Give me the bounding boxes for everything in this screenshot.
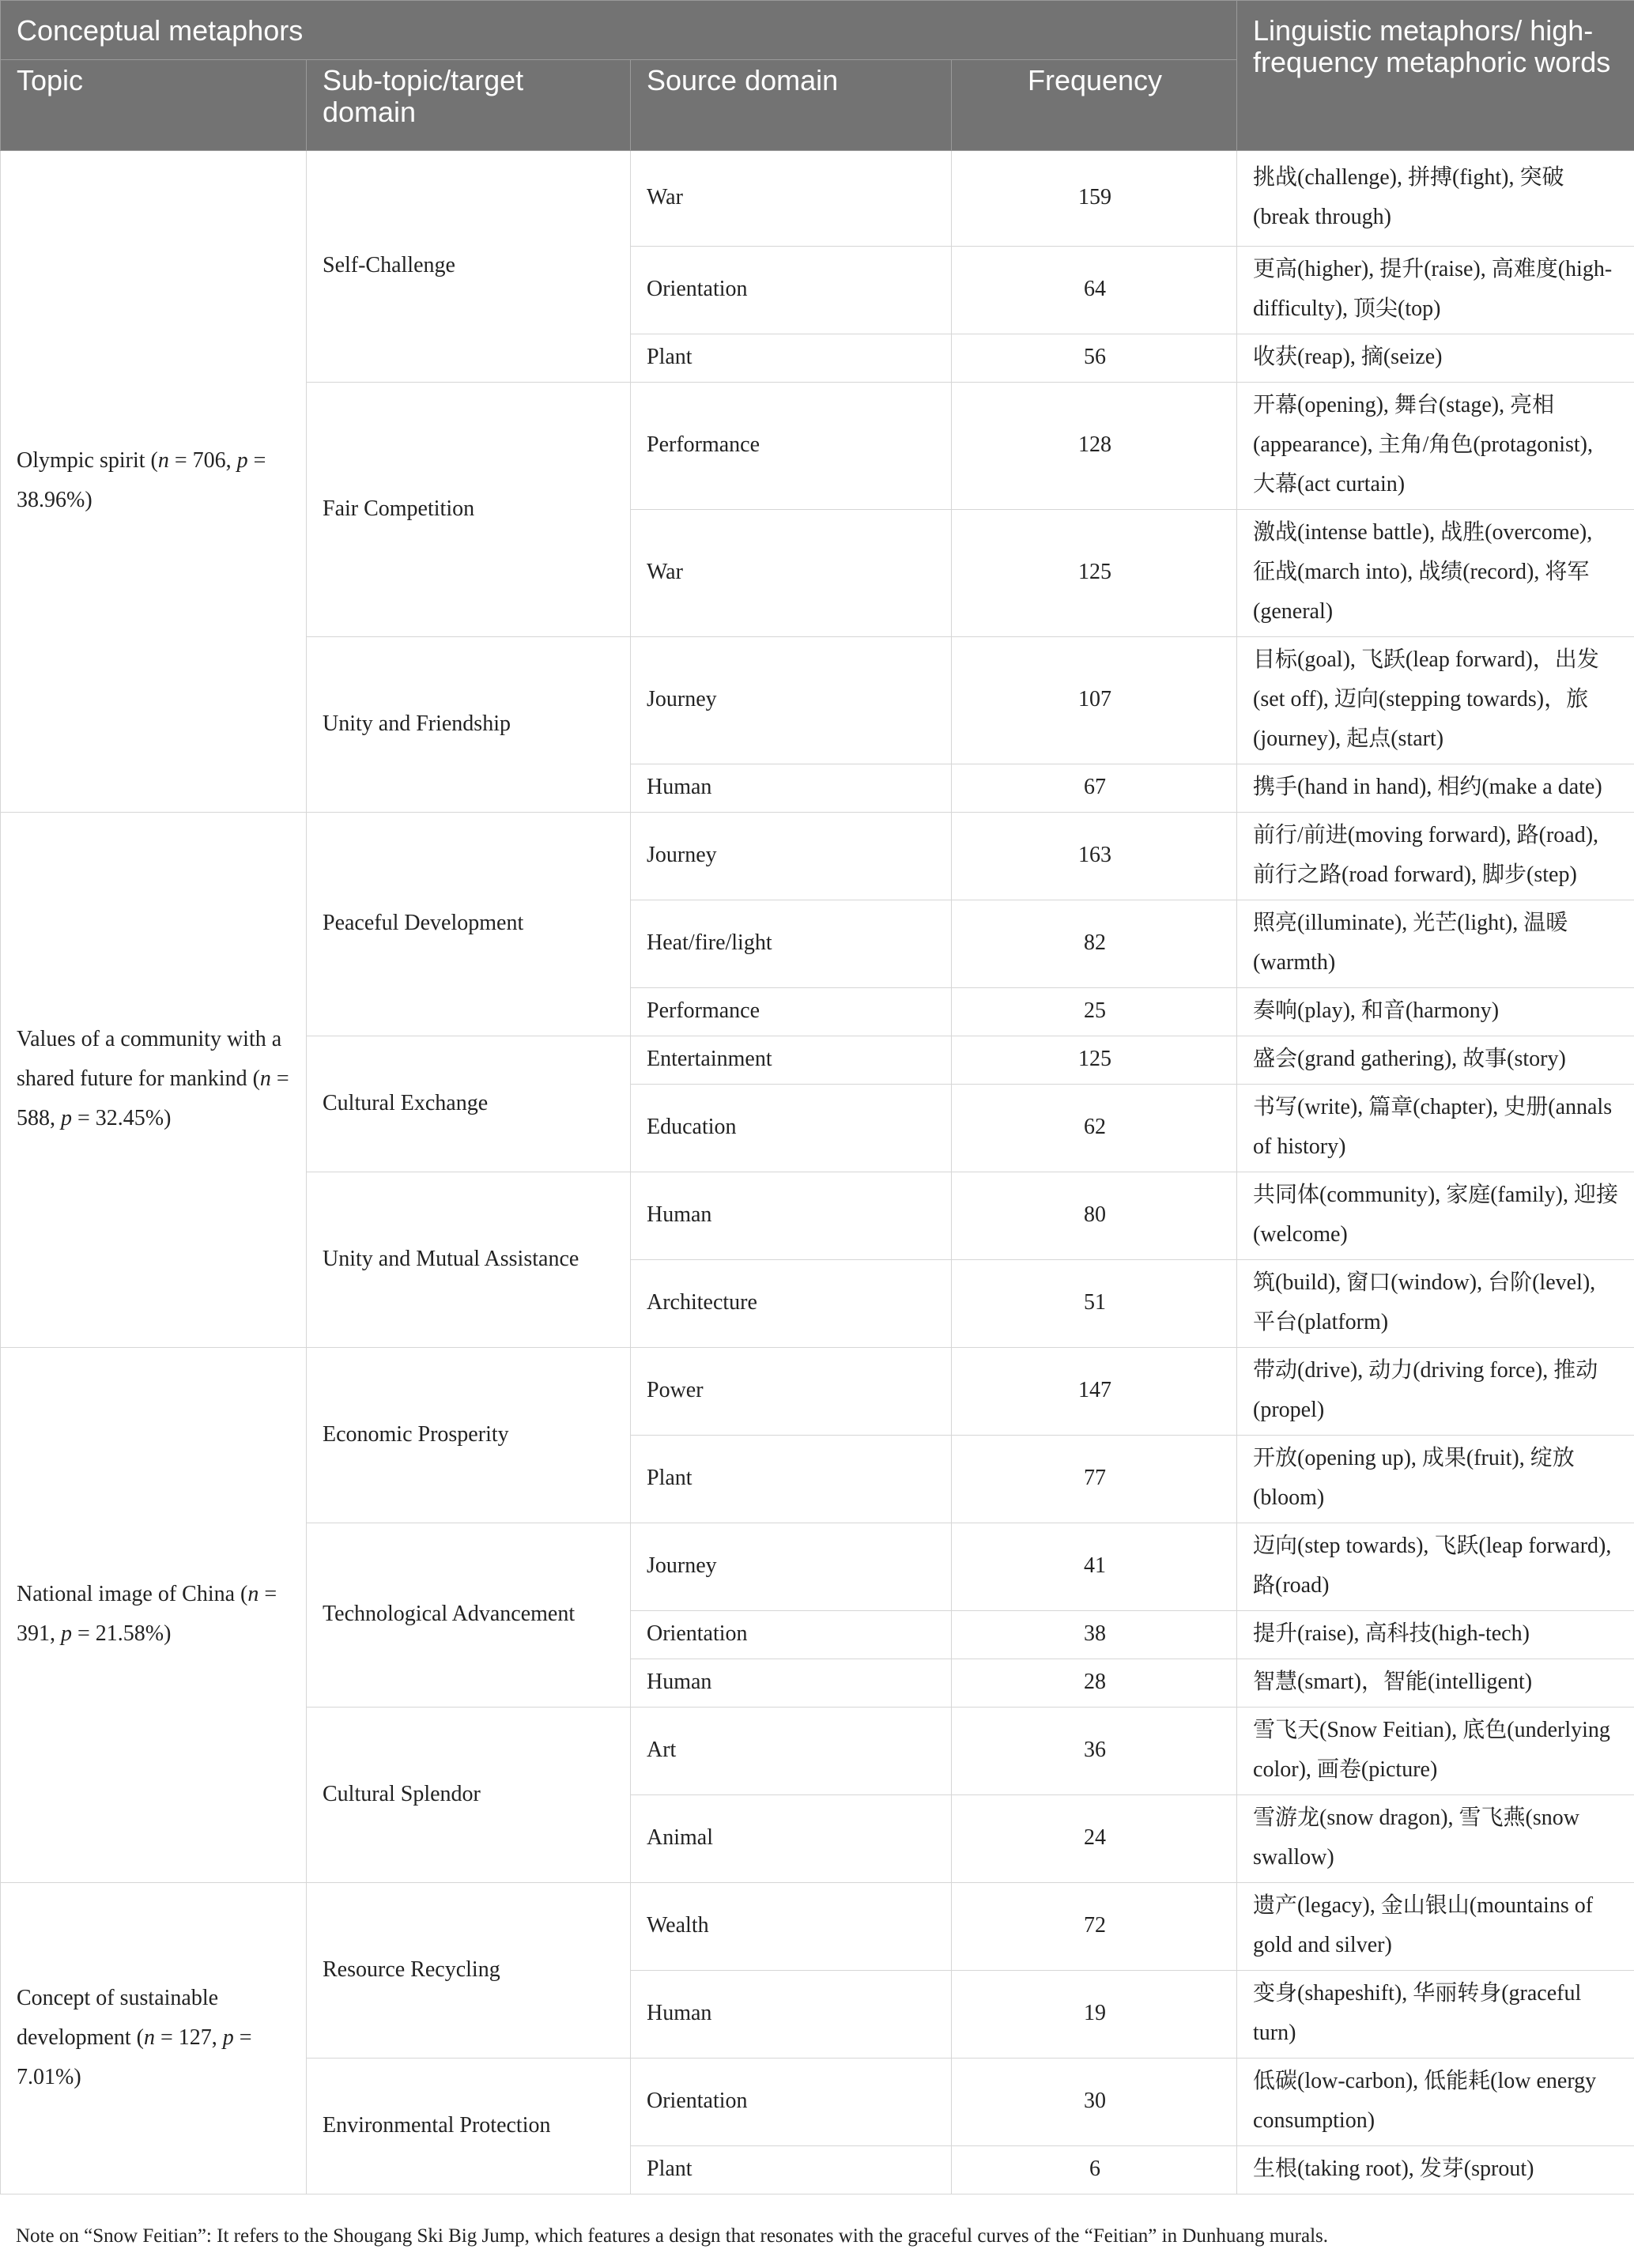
topic-stat-symbol: n <box>157 448 169 473</box>
metaphoric-words-cell: 变身(shapeshift), 华丽转身(graceful turn) <box>1237 1971 1634 2059</box>
frequency-cell: 19 <box>952 1971 1237 2059</box>
frequency-cell: 77 <box>952 1436 1237 1523</box>
metaphoric-words-cell: 目标(goal), 飞跃(leap forward)，出发(set off), 迈向(stepping towards)，旅(journey), 起点(start) <box>1237 637 1634 764</box>
frequency-cell: 64 <box>952 247 1237 334</box>
metaphoric-words-cell: 开放(opening up), 成果(fruit), 绽放(bloom) <box>1237 1436 1634 1523</box>
metaphoric-words-cell: 雪游龙(snow dragon), 雪飞燕(snow swallow) <box>1237 1795 1634 1883</box>
metaphoric-words-cell: 共同体(community), 家庭(family), 迎接(welcome) <box>1237 1172 1634 1260</box>
metaphoric-words-cell: 遗产(legacy), 金山银山(mountains of gold and silver) <box>1237 1883 1634 1971</box>
subtopic-cell: Environmental Protection <box>307 2059 631 2194</box>
frequency-cell: 125 <box>952 510 1237 637</box>
source-domain-cell: Journey <box>631 1523 952 1611</box>
table-row <box>1 1883 1634 1971</box>
table-row <box>1 1348 1634 1436</box>
subtopic-cell: Peaceful Development <box>307 813 631 1036</box>
topic-stat-symbol: p <box>61 1106 72 1130</box>
frequency-cell: 51 <box>952 1260 1237 1348</box>
table-row <box>1 813 1634 900</box>
frequency-cell: 62 <box>952 1085 1237 1172</box>
subtopic-cell: Self-Challenge <box>307 151 631 383</box>
topic-stat-symbol: p <box>61 1621 72 1646</box>
frequency-cell: 107 <box>952 637 1237 764</box>
source-domain-cell: Orientation <box>631 1611 952 1659</box>
source-domain-cell: Education <box>631 1085 952 1172</box>
frequency-cell: 159 <box>952 151 1237 247</box>
source-domain-cell: Entertainment <box>631 1036 952 1085</box>
metaphoric-words-cell: 雪飞天(Snow Feitian), 底色(underlying color), 画卷(picture) <box>1237 1708 1634 1795</box>
frequency-cell: 147 <box>952 1348 1237 1436</box>
metaphoric-words-cell: 生根(taking root), 发芽(sprout) <box>1237 2146 1634 2194</box>
source-domain-cell: Plant <box>631 334 952 383</box>
subtopic-cell: Fair Competition <box>307 383 631 637</box>
subtopic-cell: Technological Advancement <box>307 1523 631 1708</box>
header-topic: Topic <box>1 60 307 151</box>
frequency-cell: 24 <box>952 1795 1237 1883</box>
topic-label-part: = 32.45%) <box>72 1106 172 1130</box>
source-domain-cell: Human <box>631 1971 952 2059</box>
metaphoric-words-cell: 更高(higher), 提升(raise), 高难度(high-difficulty), 顶尖(top) <box>1237 247 1634 334</box>
topic-stat-symbol: p <box>236 448 248 473</box>
frequency-cell: 125 <box>952 1036 1237 1085</box>
metaphoric-words-cell: 迈向(step towards), 飞跃(leap forward), 路(road) <box>1237 1523 1634 1611</box>
table-note: Note on “Snow Feitian”: It refers to the Shougang Ski Big Jump, which features a design that resonates with the graceful curves of the “Feitian” in Dunhuang murals. <box>16 2225 1329 2247</box>
table-row <box>1 151 1634 247</box>
metaphoric-words-cell: 筑(build), 窗口(window), 台阶(level), 平台(platform) <box>1237 1260 1634 1348</box>
metaphoric-words-cell: 挑战(challenge), 拼搏(fight), 突破(break through) <box>1237 151 1634 247</box>
metaphoric-words-cell: 激战(intense battle), 战胜(overcome), 征战(march into), 战绩(record), 将军(general) <box>1237 510 1634 637</box>
source-domain-cell: Plant <box>631 1436 952 1523</box>
header-source-domain: Source domain <box>631 60 952 151</box>
table-body <box>1 151 1634 2194</box>
metaphoric-words-cell: 开幕(opening), 舞台(stage), 亮相(appearance), 主角/角色(protagonist), 大幕(act curtain) <box>1237 383 1634 510</box>
metaphoric-words-cell: 携手(hand in hand), 相约(make a date) <box>1237 764 1634 813</box>
source-domain-cell: Human <box>631 1172 952 1260</box>
metaphoric-words-cell: 盛会(grand gathering), 故事(story) <box>1237 1036 1634 1085</box>
frequency-cell: 36 <box>952 1708 1237 1795</box>
topic-cell <box>1 1348 307 1883</box>
frequency-cell: 28 <box>952 1659 1237 1708</box>
frequency-cell: 56 <box>952 334 1237 383</box>
header-subtopic: Sub-topic/target domain <box>307 60 631 151</box>
topic-cell <box>1 813 307 1348</box>
source-domain-cell: Orientation <box>631 247 952 334</box>
subtopic-cell: Unity and Friendship <box>307 637 631 813</box>
subtopic-cell: Cultural Exchange <box>307 1036 631 1172</box>
subtopic-cell: Cultural Splendor <box>307 1708 631 1883</box>
frequency-cell: 25 <box>952 988 1237 1036</box>
topic-cell <box>1 1883 307 2194</box>
source-domain-cell: War <box>631 510 952 637</box>
topic-label-part: = 127, <box>154 2025 223 2050</box>
header-linguistic-metaphors: Linguistic metaphors/ high-frequency metaphoric words <box>1237 1 1634 151</box>
frequency-cell: 6 <box>952 2146 1237 2194</box>
topic-label-part: = 706, <box>168 448 237 473</box>
metaphoric-words-cell: 提升(raise), 高科技(high-tech) <box>1237 1611 1634 1659</box>
frequency-cell: 38 <box>952 1611 1237 1659</box>
metaphoric-words-cell: 智慧(smart)，智能(intelligent) <box>1237 1659 1634 1708</box>
topic-label-part: National image of China ( <box>17 1582 248 1606</box>
topic-label-part: Values of a community with a shared future for mankind ( <box>17 1027 282 1091</box>
topic-label-part: = 38.96%) <box>17 448 266 512</box>
source-domain-cell: Wealth <box>631 1883 952 1971</box>
metaphoric-words-cell: 前行/前进(moving forward), 路(road), 前行之路(road forward), 脚步(step) <box>1237 813 1634 900</box>
source-domain-cell: Performance <box>631 383 952 510</box>
topic-label-part: Concept of sustainable development ( <box>17 1985 219 2050</box>
frequency-cell: 67 <box>952 764 1237 813</box>
source-domain-cell: Animal <box>631 1795 952 1883</box>
table-header <box>1 1 1634 151</box>
source-domain-cell: War <box>631 151 952 247</box>
metaphoric-words-cell: 低碳(low-carbon), 低能耗(low energy consumption) <box>1237 2059 1634 2146</box>
header-frequency: Frequency <box>952 60 1237 151</box>
topic-label-part: = 588, <box>17 1066 289 1130</box>
source-domain-cell: Human <box>631 764 952 813</box>
frequency-cell: 80 <box>952 1172 1237 1260</box>
metaphoric-words-cell: 带动(drive), 动力(driving force), 推动(propel) <box>1237 1348 1634 1436</box>
source-domain-cell: Orientation <box>631 2059 952 2146</box>
source-domain-cell: Performance <box>631 988 952 1036</box>
source-domain-cell: Power <box>631 1348 952 1436</box>
source-domain-cell: Journey <box>631 813 952 900</box>
topic-stat-symbol: n <box>143 2025 155 2050</box>
frequency-cell: 82 <box>952 900 1237 988</box>
topic-stat-symbol: n <box>259 1066 271 1091</box>
topic-label-part: Olympic spirit ( <box>17 448 158 473</box>
frequency-cell: 128 <box>952 383 1237 510</box>
topic-cell <box>1 151 307 813</box>
header-conceptual-metaphors: Conceptual metaphors <box>1 1 1237 60</box>
subtopic-cell: Resource Recycling <box>307 1883 631 2059</box>
topic-label-part: = 7.01%) <box>17 2025 252 2089</box>
source-domain-cell: Human <box>631 1659 952 1708</box>
topic-stat-symbol: p <box>222 2025 234 2050</box>
metaphoric-words-cell: 奏响(play), 和音(harmony) <box>1237 988 1634 1036</box>
source-domain-cell: Architecture <box>631 1260 952 1348</box>
source-domain-cell: Plant <box>631 2146 952 2194</box>
frequency-cell: 163 <box>952 813 1237 900</box>
subtopic-cell: Unity and Mutual Assistance <box>307 1172 631 1348</box>
frequency-cell: 30 <box>952 2059 1237 2146</box>
metaphoric-words-cell: 收获(reap), 摘(seize) <box>1237 334 1634 383</box>
subtopic-cell: Economic Prosperity <box>307 1348 631 1523</box>
metaphoric-words-cell: 照亮(illuminate), 光芒(light), 温暖(warmth) <box>1237 900 1634 988</box>
frequency-cell: 41 <box>952 1523 1237 1611</box>
source-domain-cell: Journey <box>631 637 952 764</box>
metaphoric-words-cell: 书写(write), 篇章(chapter), 史册(annals of history) <box>1237 1085 1634 1172</box>
topic-stat-symbol: n <box>247 1582 259 1606</box>
source-domain-cell: Heat/fire/light <box>631 900 952 988</box>
source-domain-cell: Art <box>631 1708 952 1795</box>
topic-label-part: = 21.58%) <box>72 1621 172 1646</box>
topic-label-part: = 391, <box>17 1582 277 1646</box>
frequency-cell: 72 <box>952 1883 1237 1971</box>
